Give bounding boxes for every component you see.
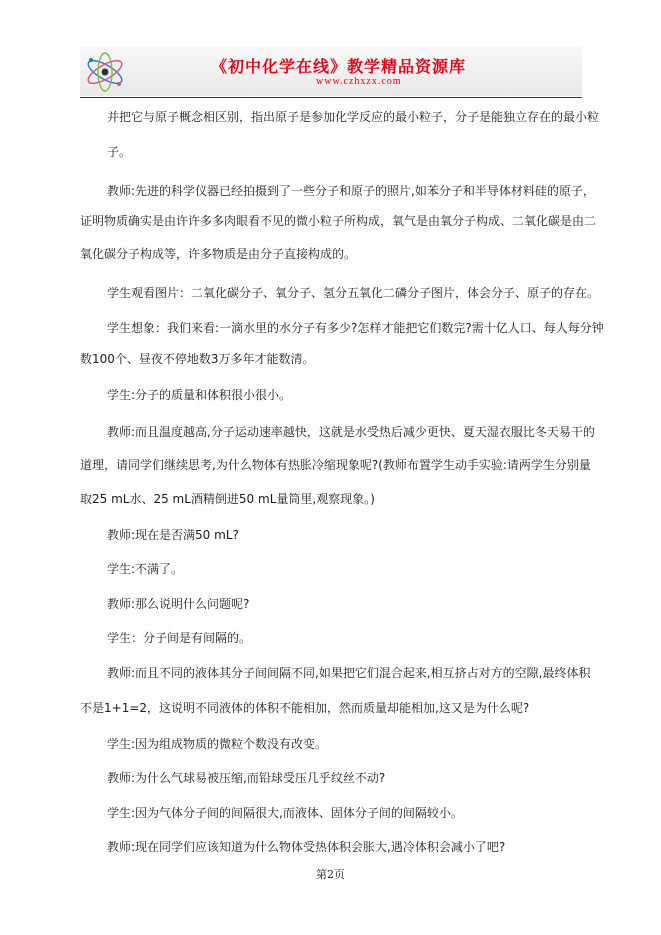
paragraph-line: 并把它与原子概念相区别，指出原子是参加化学反应的最小粒子，分子是能独立存在的最小粒 [107,110,600,124]
site-title: 《初中化学在线》教学精品资源库 [211,57,467,76]
paragraph-line: 子。 [107,145,132,159]
paragraph-line: 教师:为什么气球易被压缩,而铅球受压几乎纹丝不动? [107,771,386,785]
paragraph-line: 学生观看图片：二氧化碳分子、氧分子、氢分五氧化二磷分子图片，体会分子、原子的存在。 [107,286,600,300]
paragraph-line: 学生：分子间是有间隔的。 [107,631,252,645]
paragraph-line: 教师:现在是否满50 mL? [107,528,239,542]
paragraph-line: 教师:先进的科学仪器已经拍摄到了一些分子和原子的照片,如苯分子和半导体材料硅的原子， [107,184,595,198]
paragraph-line: 道理，请同学们继续思考,为什么物体有热胀冷缩现象呢?(教师布置学生动手实验:请两学生分别量 [80,458,591,472]
paragraph-line: 数100个、昼夜不停地数3万多年才能数清。 [80,352,315,366]
paragraph-line: 教师:那么说明什么问题呢? [107,597,250,611]
paragraph-line: 学生:分子的质量和体积很小很小。 [107,388,292,402]
paragraph-line: 学生:因为气体分子间的间隔很大,而液体、固体分子间的间隔较小。 [107,806,463,820]
paragraph-line: 教师:现在同学们应该知道为什么物体受热体积会胀大,遇冷体积会减小了吧? [107,840,506,854]
page-number: 第2页 [316,868,345,881]
paragraph-line: 学生:不满了。 [107,562,184,576]
paragraph-line: 证明物质确实是由许许多多肉眼看不见的微小粒子所构成，氧气是由氧分子构成、二氧化碳是由二 [80,214,597,228]
atom-logo-icon [82,49,128,95]
paragraph-line: 学生想象：我们来看:一滴水里的水分子有多少?怎样才能把它们数完?需十亿人口、每人每分钟 [107,321,604,335]
paragraph-line: 教师:而且温度越高,分子运动速率越快，这就是水受热后减少更快、夏天湿衣服比冬天易干的 [107,425,595,439]
header-banner [80,47,582,96]
site-url[interactable]: www.czhxzx.com [316,76,402,87]
paragraph-line: 教师:而且不同的液体其分子间间隔不同,如果把它们混合起来,相互挤占对方的空隙,最终体积 [107,666,591,680]
paragraph-line: 氧化碳分子构成等，许多物质是由分子直接构成的。 [80,247,357,261]
paragraph-line: 不是1+1=2，这说明不同液体的体积不能相加，然而质量却能相加,这又是为什么呢? [80,701,530,715]
paragraph-line: 取25 mL水、25 mL酒精倒进50 mL量筒里,观察现象。) [80,492,375,506]
paragraph-line: 学生:因为组成物质的微粒个数没有改变。 [107,737,328,751]
header-divider [80,97,582,98]
